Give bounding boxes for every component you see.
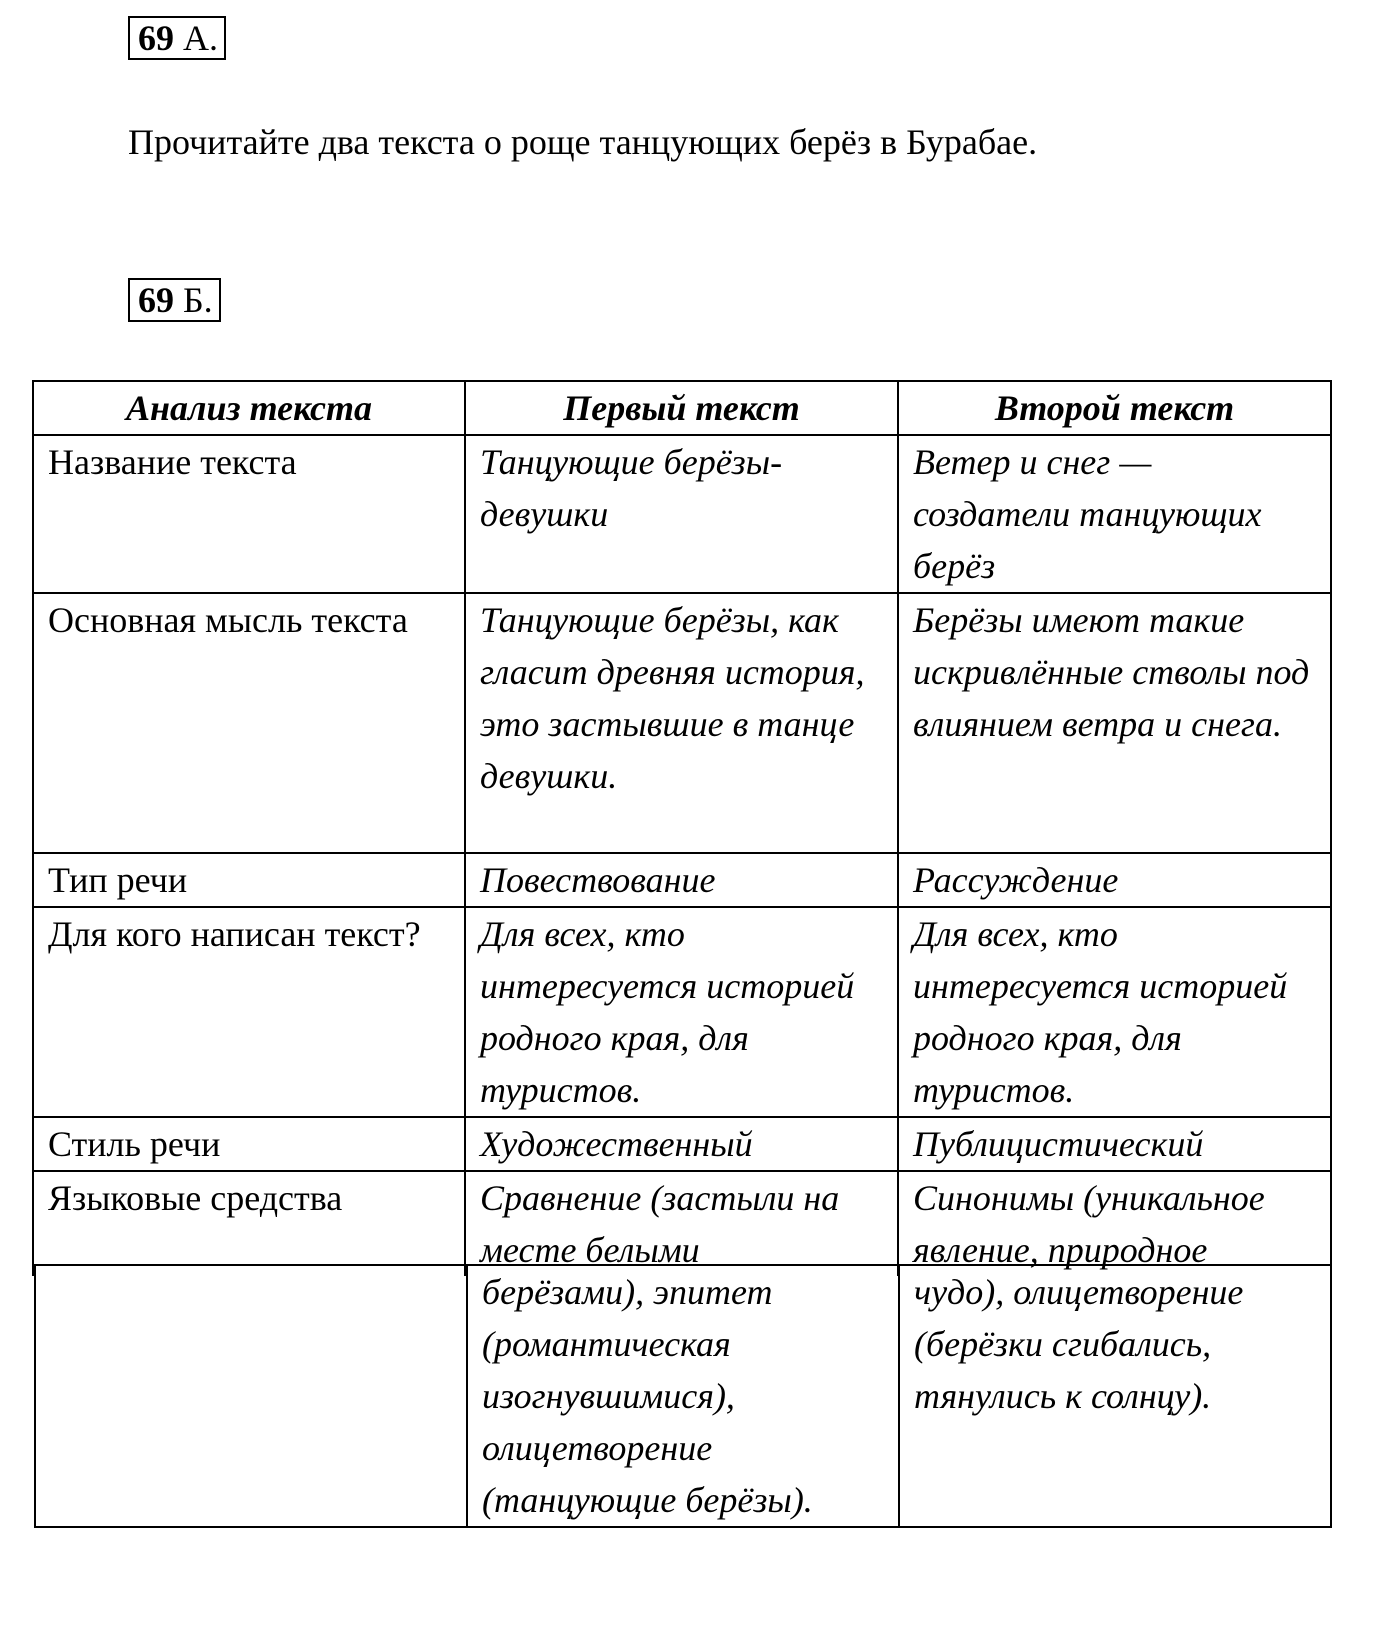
row-criterion — [35, 1265, 467, 1527]
row-second-value: Синонимы (уникальное явление, природное — [898, 1171, 1331, 1276]
exercise-69a-task-text: Прочитайте два текста о роще танцующих берёз в Бурабае. — [128, 122, 1038, 162]
table-row — [33, 435, 1331, 593]
header-second-text: Второй текст — [898, 381, 1331, 435]
text-analysis-table — [32, 380, 1332, 1276]
exercise-69a-label — [128, 16, 226, 60]
table-header-row — [33, 381, 1331, 435]
row-second-value: чудо), олицетворение (берёзки сгибались, тянулись к солнцу). — [899, 1265, 1331, 1527]
row-first-value: Танцующие берёзы-девушки — [465, 435, 898, 593]
row-first-value: Художественный — [465, 1117, 898, 1171]
row-second-value: Ветер и снег — создатели танцующих берёз — [898, 435, 1331, 593]
table-row — [33, 1171, 1331, 1276]
row-first-value: Танцующие берёзы, как гласит древняя история, это застывшие в танце девушки. — [465, 593, 898, 853]
row-criterion: Основная мысль текста — [33, 593, 465, 853]
row-second-value: Для всех, кто интересуется историей родного края, для туристов. — [898, 907, 1331, 1117]
exercise-number-box: 69 Б. — [128, 278, 221, 322]
row-first-value: Повествование — [465, 853, 898, 907]
table-row — [33, 593, 1331, 853]
exercise-number-box: 69 А. — [128, 16, 226, 60]
table-row — [33, 907, 1331, 1117]
header-analysis: Анализ текста — [33, 381, 465, 435]
header-first-text: Первый текст — [465, 381, 898, 435]
row-first-value: берёзами), эпитет (романтическая изогнувшимися), олицетворение (танцующие берёзы). — [467, 1265, 899, 1527]
table-row — [35, 1265, 1331, 1527]
exercise-69b-label — [128, 278, 221, 322]
row-second-value: Рассуждение — [898, 853, 1331, 907]
row-criterion: Языковые средства — [33, 1171, 465, 1276]
row-first-value: Сравнение (застыли на месте белыми — [465, 1171, 898, 1276]
table-row — [33, 1117, 1331, 1171]
row-criterion: Для кого написан текст? — [33, 907, 465, 1117]
row-first-value: Для всех, кто интересуется историей родного края, для туристов. — [465, 907, 898, 1117]
row-criterion: Название текста — [33, 435, 465, 593]
row-second-value: Публицистический — [898, 1117, 1331, 1171]
text-analysis-table-continuation — [34, 1264, 1332, 1528]
row-criterion: Стиль речи — [33, 1117, 465, 1171]
row-criterion: Тип речи — [33, 853, 465, 907]
table-row — [33, 853, 1331, 907]
row-second-value: Берёзы имеют такие искривлённые стволы под влиянием ветра и снега. — [898, 593, 1331, 853]
